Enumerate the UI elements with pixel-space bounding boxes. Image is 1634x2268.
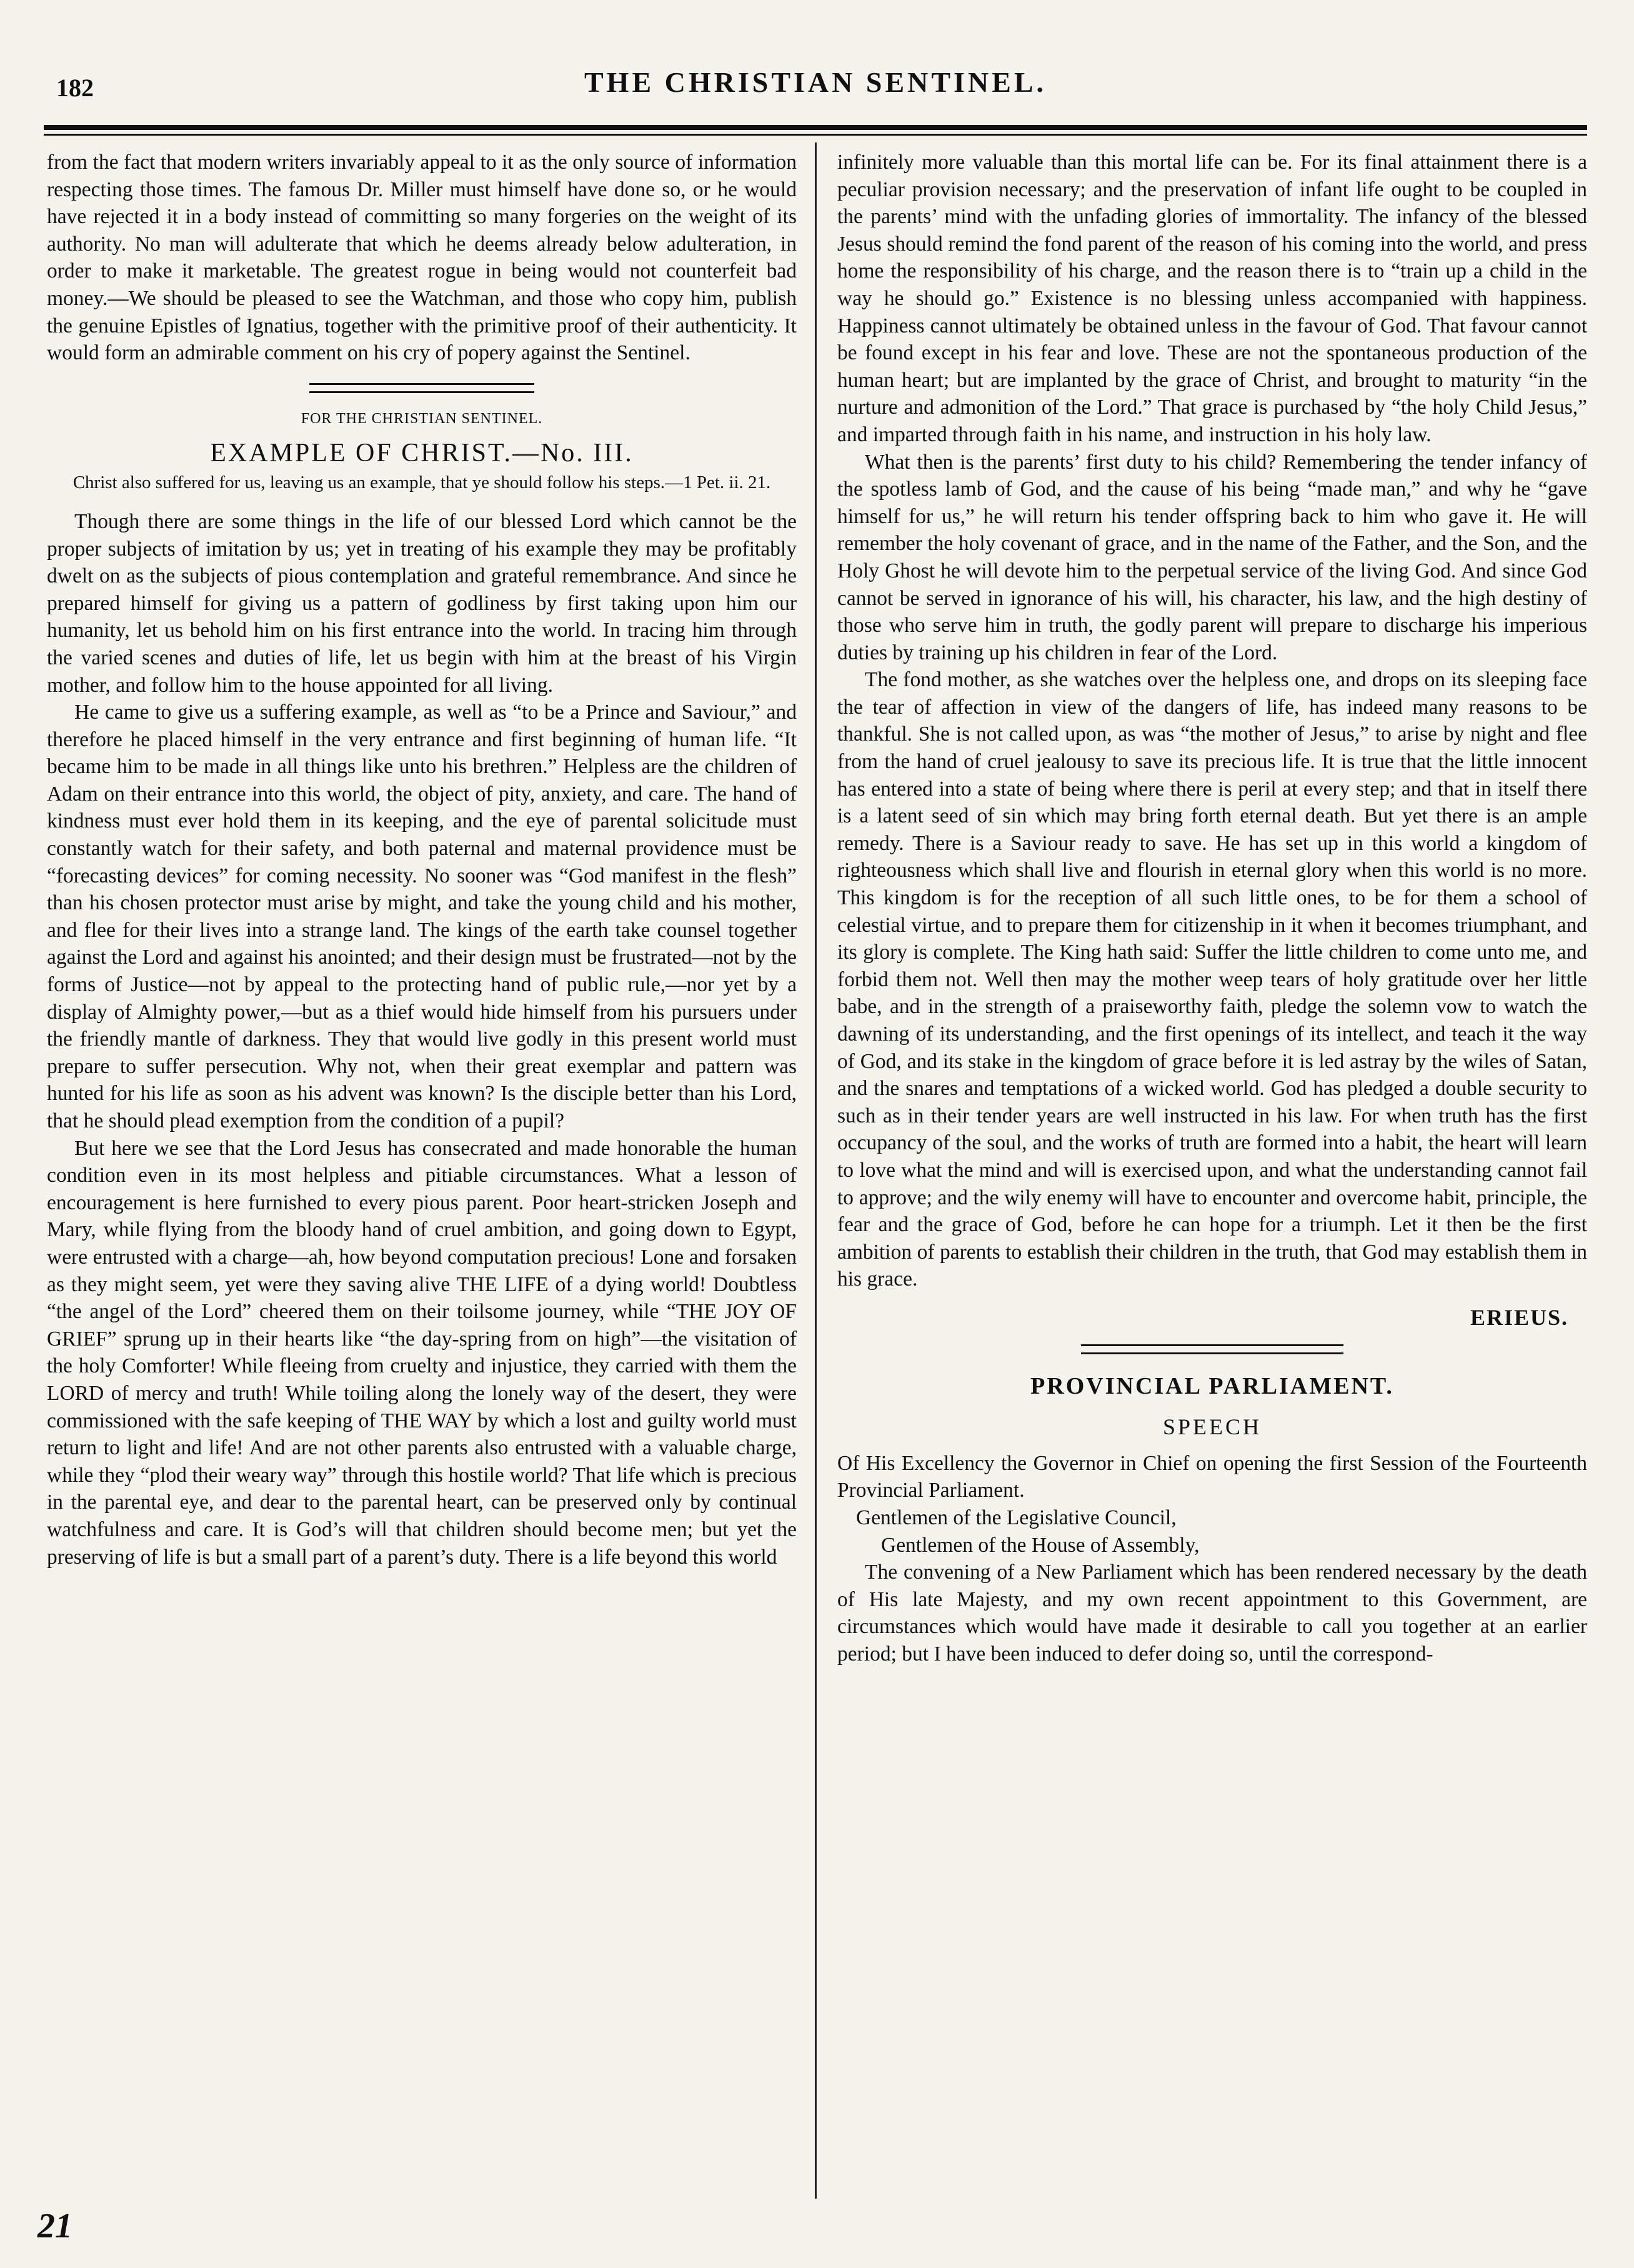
article-title: EXAMPLE OF CHRIST.—No. III. xyxy=(210,439,634,468)
author-signature: ERIEUS. xyxy=(1470,1304,1568,1330)
page-number: 182 xyxy=(56,74,94,102)
section-ornament xyxy=(309,383,534,393)
section-ornament xyxy=(1081,1344,1343,1354)
left-column xyxy=(47,149,797,2211)
header-rule-thin xyxy=(44,134,1587,136)
article-epigraph: Christ also suffered for us, leaving us an example, that ye should follow his steps.—1 Pet. ii. 21. xyxy=(72,472,771,492)
salutation-assembly: Gentlemen of the House of Assembly, xyxy=(881,1533,1200,1557)
article-byline: FOR THE CHRISTIAN SENTINEL. xyxy=(301,410,543,427)
article-paragraph: But here we see that the Lord Jesus has consecrated and made honorable the human condition even in its most helpless and pitiable circumstances. What a lesson of encouragement is here furnished to every pious parent. Poor heart-stricken Joseph and Mary, while flying from the bloody hand of cruel ambition, and going down to Egypt, were entrusted with a charge—ah, how beyond computation precious! Lone and forsaken as they might seem, yet were they saving alive THE LIFE of a dying world! Doubtless “the angel of the Lord” cheered them on their toilsome journey, while “THE JOY OF GRIEF” sprung up in their hearts like “the day-spring from on high”—the visitation of the holy Comforter! While fleeing from cruelty and injustice, they carried with them the LORD of mercy and truth! While toiling along the lonely way of the desert, they were commissioned with the safe keeping of THE WAY by which a lost and guilty world must return to light and life! And are not other parents also entrusted with a valuable charge, while they “plod their weary way” through this hostile world? That life which is precious in the parental eye, and dear to the parental heart, can be preserved only by continual watchfulness and care. It is God’s will that children should become men; but yet the preserving of life is but a small part of a parent’s duty. There is a life beyond this world xyxy=(47,1136,797,1569)
parliament-heading: PROVINCIAL PARLIAMENT. xyxy=(1030,1372,1394,1399)
speech-heading: SPEECH xyxy=(1162,1414,1262,1440)
article-paragraph: The fond mother, as she watches over the helpless one, and drops on its sleeping face the tear of affection in view of the dangers of life, has indeed many reasons to be thankful. She is not called upon, as was “the mother of Jesus,” to arise by night and flee from the hand of cruel jealousy to save its precious life. It is true that the little innocent has entered into a state of being where there is peril at every step; and that in itself there is a latent seed of sin which may bring forth eternal death. But yet there is an ample remedy. There is a Saviour ready to save. He has set up in this world a kingdom of righteousness which shall live and flourish in eternal glory when this world is no more. This kingdom is for the reception of all such little ones, to be for them a school of celestial virtue, and to prepare them for citizenship in it when it becomes triumphant, and its glory is complete. The King hath said: Suffer the little children to come unto me, and forbid them not. Well then may the mother weep tears of holy gratitude over her little babe, and in the strength of a praiseworthy faith, pledge the solemn vow to watch the dawning of its understanding, and the first openings of its intellect, and teach it the way of God, and its stake in the kingdom of grace before it is led astray by the wiles of Satan, and the snares and temptations of a wicked world. God has pledged a double security to such as in their tender years are well instructed in his law. For when truth has the first occupancy of the soul, and the works of truth are formed into a habit, the heart will learn to love what the mind and will is exercised upon, and what the understanding cannot fail to approve; and the wily enemy will have to encounter and overcome habit, principle, the fear and the grace of God, before he can hope for a triumph. Let it then be the first ambition of parents to establish their children in the truth, that God may establish them in his grace. xyxy=(837,668,1587,1291)
page-header xyxy=(44,59,1587,109)
article-paragraph: infinitely more valuable than this mortal life can be. For its final attainment there is a peculiar provision necessary; and the preservation of infant life ought to be coupled in the parents’ mind with the unfading glories of immortality. The infancy of the blessed Jesus should remind the fond parent of the reason of his coming into the world, and press home the responsibility of his charge, and the reason there is to “train up a child in the way he should go.” Existence is no blessing unless accompanied with happiness. Happiness cannot ultimately be obtained unless in the favour of God. That favour cannot be found except in his fear and love. These are not the spontaneous production of the human heart; but are implanted by the grace of Christ, and brought to maturity “in the nurture and admonition of the Lord.” That grace is purchased by “the holy Child Jesus,” and imparted through faith in his name, and instruction in his holy law. xyxy=(837,151,1587,446)
header-rule-thick xyxy=(44,125,1587,130)
article-paragraph: Though there are some things in the life of our blessed Lord which cannot be the proper subjects of imitation by us; yet in treating of his example they may be profitably dwelt on as the subjects of pious contemplation and grateful remembrance. And since he prepared himself for giving us a pattern of godliness by first taking upon him our humanity, let us behold him on his first entrance into the world. In tracing him through the varied scenes and duties of life, let us begin with him at the breast of his Virgin mother, and follow him to the house appointed for all living. xyxy=(47,509,797,697)
opening-paragraph: from the fact that modern writers invariably appeal to it as the only source of information respecting those times. The famous Dr. Miller must himself have done so, or he would have rejected it in a body instead of committing so many forgeries on the weight of its authority. No man will adulterate that which he deems already below adulteration, in order to make it marketable. The greatest rogue in being would not counterfeit bad money.—We should be pleased to see the Watchman, and those who copy him, publish the genuine Epistles of Ignatius, together with the primitive proof of their authenticity. It would form an admirable comment on his cry of popery against the Sentinel. xyxy=(47,151,797,365)
speech-text: The convening of a New Parliament which has been rendered necessary by the death of His late Majesty, and my own recent appointment to this Government, are circumstances which would have made it desirable to call you together at an earlier period; but I have been induced to defer doing so, until the correspond- xyxy=(837,1561,1587,1666)
column-divider xyxy=(815,142,817,2199)
article-paragraph: He came to give us a suffering example, as well as “to be a Prince and Saviour,” and therefore he placed himself in the very entrance and first beginning of human life. “It became him to be made in all things like unto his brethren.” Helpless are the children of Adam on their entrance into this world, the object of pity, anxiety, and care. The hand of kindness must ever hold them in its keeping, and the eye of parental solicitude must constantly watch for their safety, and both paternal and maternal providence must be “forecasting devices” for coming necessity. No sooner was “God manifest in the flesh” than his chosen protector must arise by might, and take the young child and his mother, and flee for their lives into a strange land. The kings of the earth take counsel together against the Lord and against his anointed; and their design must be frustrated—not by the forms of Justice—not by appeal to the protecting hand of public rule,—nor yet by a display of Almighty power,—but as a thief would hide himself from his pursuers under the friendly mantle of darkness. They that would live godly in this present world must prepare to suffer persecution. Why not, when their great exemplar and pattern was hunted for his life as soon as his advent was known? Is the disciple better than his Lord, that he should plead exemption from the condition of a pupil? xyxy=(47,701,797,1132)
running-title: THE CHRISTIAN SENTINEL. xyxy=(584,66,1047,98)
speech-intro: Of His Excellency the Governor in Chief on opening the first Session of the Fourteenth Provincial Parliament. xyxy=(837,1451,1587,1502)
salutation-council: Gentlemen of the Legislative Council, xyxy=(856,1506,1177,1529)
article-paragraph: What then is the parents’ first duty to his child? Remembering the tender infancy of the spotless lamb of God, and the cause of his being “made man,” and why he “gave himself for us,” he will return his tender offspring back to him who gave it. He will remember the holy covenant of grace, and in the name of the Father, and the Son, and the Holy Ghost he will devote him to the perpetual service of the living God. And since God cannot be served in ignorance of his will, his character, his law, and the high destiny of those who serve him in truth, the godly parent will prepare to discharge his imperious duties by training up his children in fear of the Lord. xyxy=(837,450,1587,664)
right-column xyxy=(837,149,1587,2211)
signature-mark: 21 xyxy=(37,2207,72,2246)
